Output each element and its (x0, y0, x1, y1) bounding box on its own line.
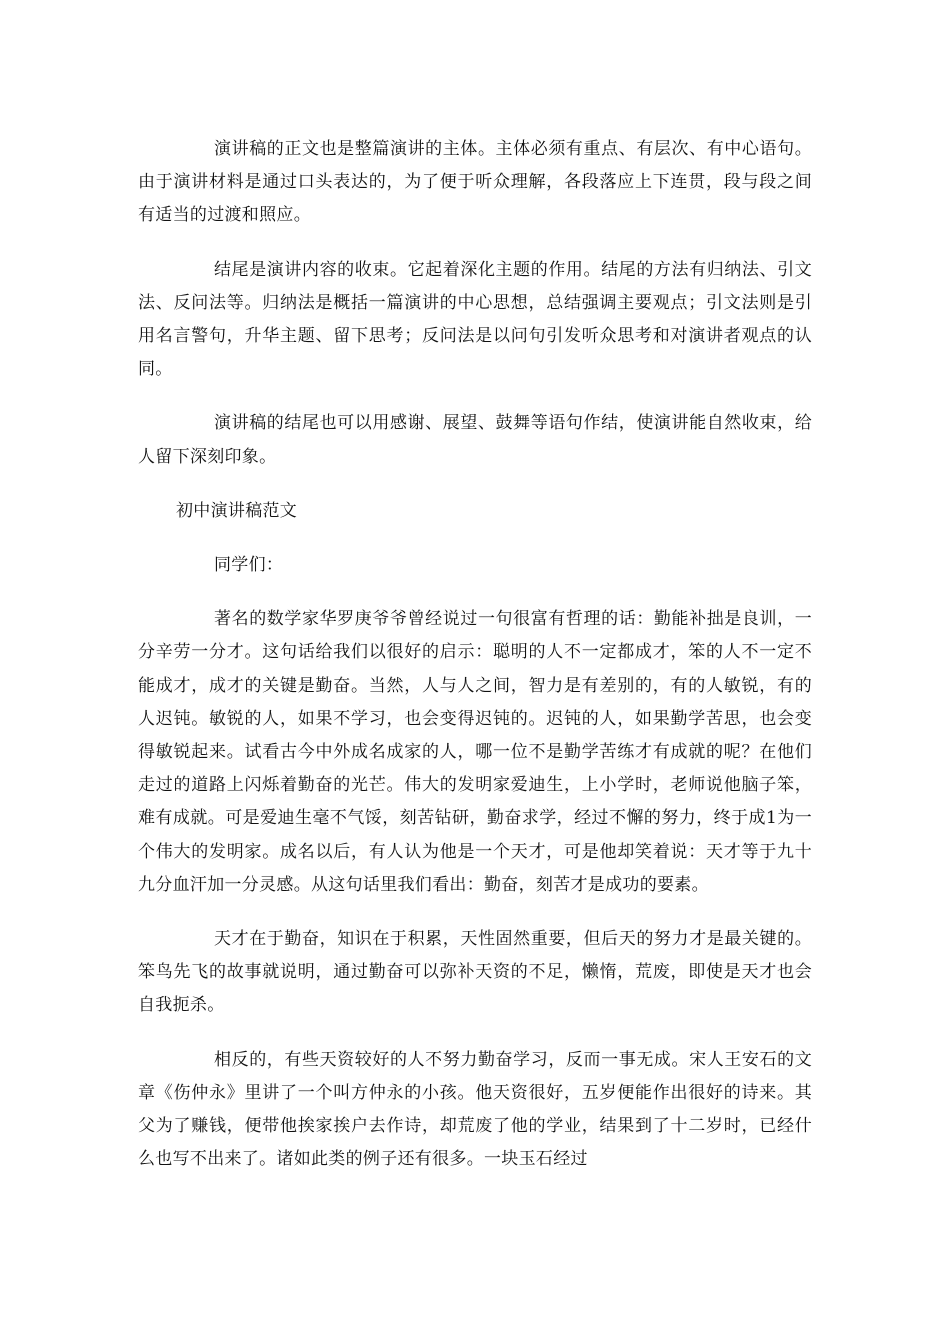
paragraph-conclusion: 结尾是演讲内容的收束。它起着深化主题的作用。结尾的方法有归纳法、引文法、反问法等。归纳法是概括一篇演讲的中心思想，总结强调主要观点；引文法则是引用名言警句，升华主题、留下思考；反问法是以问句引发听众思考和对演讲者观点的认同。 (138, 259, 812, 380)
document-page (138, 133, 812, 1197)
paragraph-talent: 天才在于勤奋，知识在于积累，天性固然重要，但后天的努力才是最关键的。笨鸟先飞的故事就说明，通过勤奋可以弥补天资的不足，懒惰，荒废，即使是天才也会自我扼杀。 (138, 929, 812, 1016)
paragraph-counterexample: 相反的，有些天资较好的人不努力勤奋学习，反而一事无成。宋人王安石的文章《伤仲永》里讲了一个叫方仲永的小孩。他天资很好，五岁便能作出很好的诗来。其父为了赚钱，便带他挨家挨户去作诗，却荒废了他的学业，结果到了十二岁时，已经什么也写不出来了。诸如此类的例子还有很多。一块玉石经过 (138, 1049, 812, 1170)
salutation: 同学们： (214, 555, 284, 576)
paragraph-main-body: 演讲稿的正文也是整篇演讲的主体。主体必须有重点、有层次、有中心语句。由于演讲材料是通过口头表达的，为了便于听众理解，各段落应上下连贯，段与段之间有适当的过渡和照应。 (138, 139, 812, 226)
paragraph-ending-tips: 演讲稿的结尾也可以用感谢、展望、鼓舞等语句作结，使演讲能自然收束，给人留下深刻印象。 (138, 413, 812, 467)
paragraph-diligence: 著名的数学家华罗庚爷爷曾经说过一句很富有哲理的话：勤能补拙是良训，一分辛劳一分才。这句话给我们以很好的启示：聪明的人不一定都成才，笨的人不一定不能成才，成才的关键是勤奋。当然，人与人之间，智力是有差别的，有的人敏锐，有的人迟钝。敏锐的人，如果不学习，也会变得迟钝的。迟钝的人，如果勤学苦思，也会变得敏锐起来。试看古今中外成名成家的人，哪一位不是勤学苦练才有成就的呢？在他们走过的道路上闪烁着勤奋的光芒。伟大的发明家爱迪生，上小学时，老师说他脑子笨，难有成就。可是爱迪生毫不气馁，刻苦钻研，勤奋求学，经过不懈的努力，终于成1为一个伟大的发明家。成名以后，有人认为他是一个天才，可是他却笑着说：天才等于九十九分血汗加一分灵感。从这句话里我们看出：勤奋，刻苦才是成功的要素。 (138, 609, 812, 895)
section-heading: 初中演讲稿范文 (176, 500, 298, 521)
